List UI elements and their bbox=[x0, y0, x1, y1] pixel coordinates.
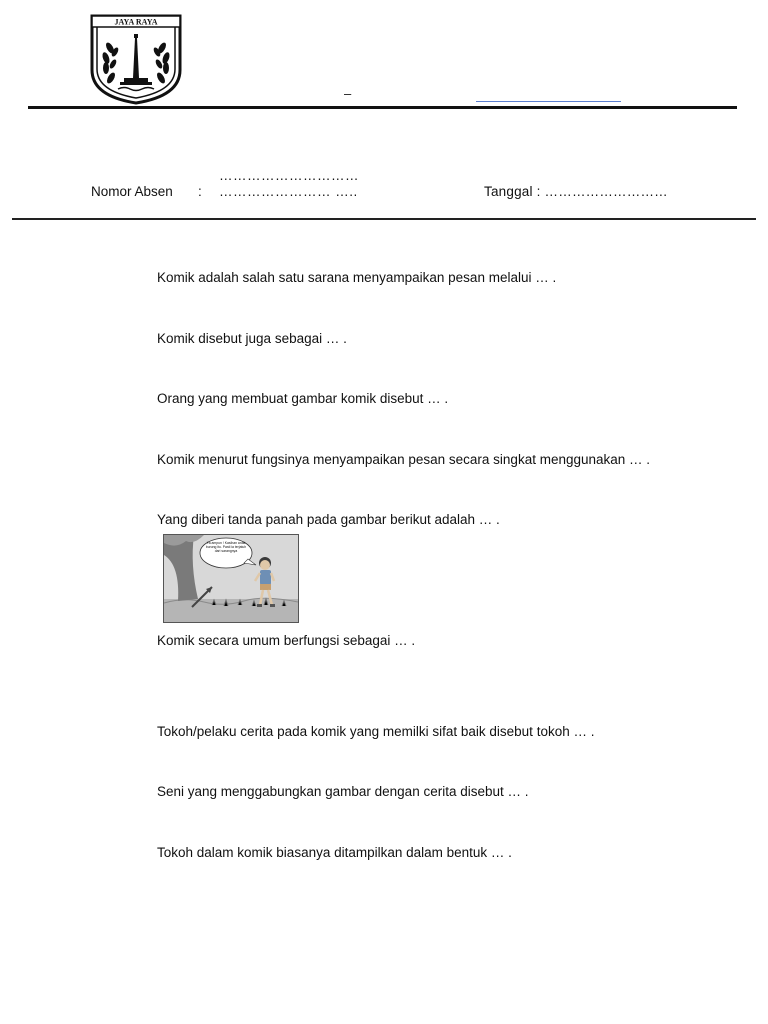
absen-blank-line-2: …………………… ….. bbox=[219, 184, 358, 199]
question-9: Tokoh dalam komik biasanya ditampilkan dalam bentuk … . bbox=[157, 845, 512, 860]
header-link-underline bbox=[476, 101, 621, 102]
absen-blank-line-1: ………………………… bbox=[219, 168, 359, 183]
question-5: Yang diberi tanda panah pada gambar berikut adalah … . bbox=[157, 512, 500, 527]
question-3: Orang yang membuat gambar komik disebut … . bbox=[157, 391, 449, 406]
question-4: Komik menurut fungsinya menyampaikan pesan secara singkat menggunakan … . bbox=[157, 452, 651, 467]
question-7: Tokoh/pelaku cerita pada komik yang memilki sifat baik disebut tokoh … . bbox=[157, 724, 595, 739]
question-1: Komik adalah salah satu sarana menyampaikan pesan melalui … . bbox=[157, 270, 557, 285]
comic-illustration bbox=[163, 534, 299, 623]
header-divider bbox=[28, 106, 737, 109]
jaya-raya-logo bbox=[88, 12, 184, 106]
question-6: Komik secara umum berfungsi sebagai … . bbox=[157, 633, 416, 648]
question-8: Seni yang menggabungkan gambar dengan cerita disebut … . bbox=[157, 784, 529, 799]
logo-text: JAYA RAYA bbox=[114, 17, 158, 27]
tanggal-field: Tanggal : ……………………… bbox=[484, 184, 668, 199]
question-2: Komik disebut juga sebagai … . bbox=[157, 331, 347, 346]
info-divider bbox=[12, 218, 756, 220]
speech-bubble-text: Ya ampun ! Kasihan anak burung itu. Pasti ia terjatuh dari sarangnya bbox=[205, 541, 247, 553]
absen-label: Nomor Absen bbox=[91, 184, 173, 199]
header-dash: – bbox=[344, 86, 352, 101]
absen-colon: : bbox=[198, 184, 202, 199]
